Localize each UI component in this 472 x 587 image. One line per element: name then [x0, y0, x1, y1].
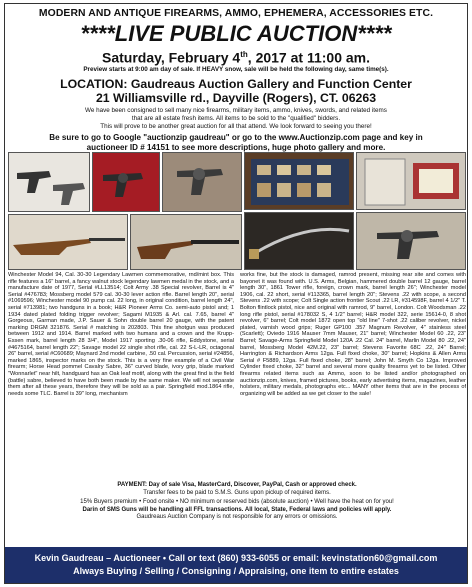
google-instructions-2: auctioneer ID # 14151 to see more descriptions, huge photo gallery and more.: [86, 142, 386, 152]
description-left-column: Winchester Model 94, Cal. 30-30 Legendary Lawmen commemorative, rnd/mint box. This rifle features a 16" barrel, a fancy walnut stock legendary lawmen medal in the stock, and a manufacture date of 1977, Serial #LL13514; Colt Army .38 Special revolver, Barrel is 4" Serial #476783; Mossberg model 579 cal. 30-30 lever action rifle. Barrel length 20", serial #1069596; Winchester model 90 pump cal. 22 long, in original condition, barrel length 24", serial #713981; two handguns in a book; H&R Pioneer Arms Co. semi-auto pistol and; 1 1934 dated plated folding trigger revolver; Sagami M1935 & Arl. cal. 7.65, barrel 4" Gorgeous, Garman made, J.P. Sauer & Sohn double barrel 20 gauge, with the patent marking DRGM 321876. Serial # matching is 202803. This fine shotgun was produced between 1912 and 1914. Barrel marked with two humans and a crown and the Krupp-Essen mark, barrel length 28 3/4", Model 1917 sporting .30-06 rifle, Eddystone, serial #4675164, barrel length 22"; Savage model 22 single shot rifle, cal. 22 S-L-LR, octagonal 26" barrel, serial #C60689; Maynard 2nd model carbine, .50 cal. Percussion, serial #24856, marked 1865, inspector marks on the stock. This is a very fine example of a Civil War firearm; Horse Head pommel Cavalry Sabre, 36" curved blade, ivory grip, blade marked "Wonnarlet" near hilt, handguard has an Oak leaf motif, along with the great find is the field (battle) sabre, believed to have both been made by the same maker. We will not separate them after all these years, therefore they will be sold as a pair. Springfield mod.1864 rifle, needs some TLC. Barrel is 39" long, mechanism: [8, 272, 234, 397]
description-right-column: works fine, but the stock is damaged, ramrod present, missing rear site and comes with bayonet it was found with. U.S. Arms, Belgian, hammered double barrel 12 gauge, barrel length 30", 1861 Tower rifle, foreign, crown mark, barrel length 26"; Winchester model 1906, cal. 22 short, serial #113365, barrel length 20"; Stevens .22 with scope, a second Stevens .22 with scope; Colt Single action frontier Scout .22 LR, #314598F, barrel 4 1/2" T. Bolton flintlock pistol, nice and original with ramrod, 9" barrel, London. Colt Woodsman .22 long rifle pistol, serial #178032 S, 4 1/2" barrel; H&R model 322, serie 15614-0, 8 shot revolver, 6" barrel; Colt model 1872 open top "old line" 7-shot .22 caliber revolver, nickel plated, varnish wood grips; Ruger GP100 .357 Magnum Revolver, 4" stainless steel (Scarlett); Oviedo 1916 Mauser 7mm Mauser, 21" barrel; Winchester Model 60 .22, 23" Barrel; Savage-Arms Springfield Model 120A .22 Cal. 24" barrel, Marlin Model 80 .22, 24" barrel, Mossberg Model 42M.22, 23" barrel; Stevens Favorite 68C .22, 24" Barrel; Harrington & Richardson Arms 12ga. Full fixed choke, 30" barrel; Hopkins & Allen Arms Serial # F5889, 12ga. Full fixed choke, 28" barrel; John M. Smyth Co 12ga. Improved Cylinder fixed choke, 32" barrel and several more quality firearms yet to be listed. Other firearms related items such as Ammo, soon to be listed and/or photographed on auctionzip.com, knives, framed pictures, books, early advertising items, magazines, leather holsters, military medals, photographs etc... MANY other items that are in the process of organizing will be added as we get closer to the sale!: [240, 272, 466, 397]
contact-footer: [5, 547, 467, 583]
premium-note: 15% Buyers premium • Food onsite • NO minimum or reserved bids (absolute auction) • Well have the heat on for you!: [80, 499, 394, 505]
auction-date: [5, 47, 467, 66]
photo-pistols: [8, 152, 90, 212]
photo-collage: [8, 152, 466, 270]
date-suffix: , 2017 at 11:00 am.: [247, 49, 370, 66]
services-line: Always Buying / Selling / Consigning / Appraising, one item to entire estates: [73, 566, 399, 576]
photo-revolver-case: [162, 152, 242, 212]
transfer-note: Transfer fees to be paid to S.M.S. Guns upon pickup of required items.: [143, 489, 331, 496]
photo-revolver-2: [356, 212, 466, 270]
payment-note: PAYMENT: Day of sale Visa, MasterCard, Discover, PayPal, Cash or approved check.: [117, 482, 357, 488]
preview-note: Preview starts at 9:00 am day of sale. If HEAVY snow, sale will be held the following day, same time(s).: [83, 65, 389, 73]
ffl-note: Darin of SMS Guns will be handling all FFL transactions. All local, State, Federal laws and policies will apply.: [82, 506, 392, 513]
intro-line-2: that are all estate fresh items. All items to be sold to the "qualified" bidders.: [131, 114, 341, 122]
date-suffix-sup: th: [240, 50, 248, 59]
intro-line-1: We have been consigned to sell many nice firearms, military items, ammo, knives, swords, and related items: [85, 106, 387, 114]
photo-rifle: [8, 214, 128, 270]
location-address: 21 Williamsville rd., Dayville (Rogers), CT. 06263: [95, 90, 377, 105]
photo-sabre: [244, 212, 354, 270]
google-instructions-1: Be sure to go to Google "auctionzip gaudreau" or go to the www.Auctionzip.com page and key in: [49, 132, 423, 142]
photo-ephemera: [356, 152, 466, 210]
photo-revolver-red: [92, 152, 160, 212]
liability-note: Gaudreaus Auction Company is not responsible for any errors or omissions.: [136, 514, 338, 520]
contact-line: Kevin Gaudreau – Auctioneer • Call or text (860) 933-6055 or email: kevinstation60@gmail.com: [34, 553, 438, 563]
photo-display-case: [244, 152, 354, 210]
photo-shotgun: [130, 214, 242, 270]
intro-line-3: This will prove to be another great auction for all that attend. We look forward to seeing you there!: [100, 122, 372, 130]
auction-flyer: [4, 3, 468, 584]
header-categories: MODERN AND ANTIQUE FIREARMS, AMMO, EPHEMERA, ACCESSORIES ETC.: [38, 8, 434, 19]
date-prefix: Saturday, February 4: [101, 49, 241, 66]
auction-headline: ****LIVE PUBLIC AUCTION****: [80, 21, 392, 46]
location-label: LOCATION: Gaudreaus Auction Gallery and Function Center: [60, 76, 412, 91]
terms-section: [8, 482, 466, 522]
item-descriptions: [8, 272, 466, 480]
